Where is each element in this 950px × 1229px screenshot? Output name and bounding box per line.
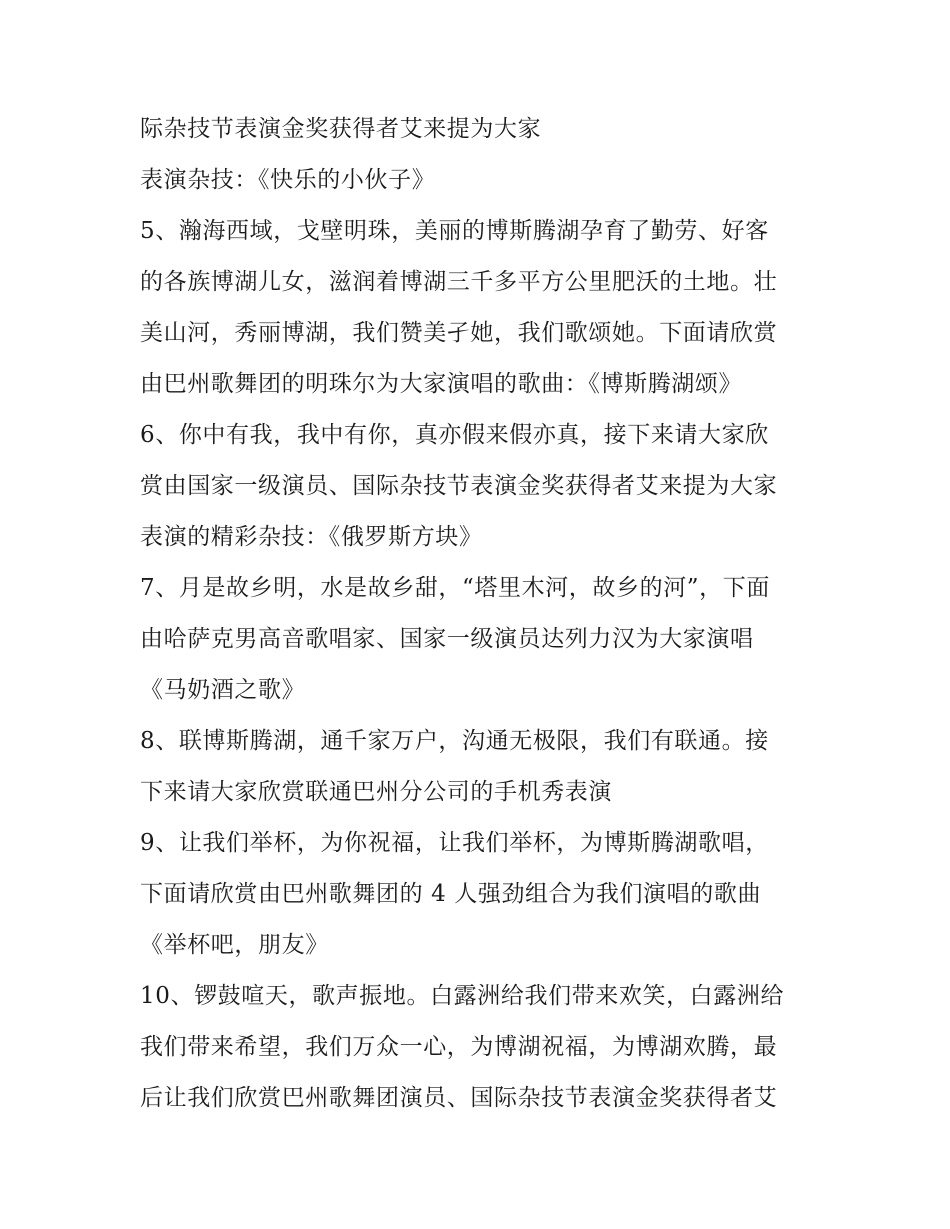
- text-line: 6、你中有我，我中有你，真亦假来假亦真，接下来请大家欣: [140, 422, 769, 448]
- text-line: 表演的精彩杂技：《俄罗斯方块》: [140, 524, 483, 550]
- text-line: 表演杂技：《快乐的小伙子》: [140, 167, 436, 193]
- text-line: 际杂技节表演金奖获得者艾来提为大家: [140, 116, 542, 142]
- text-line: 《举杯吧，朋友》: [140, 932, 329, 958]
- text-line: 下来请大家欣赏联通巴州分公司的手机秀表演: [140, 779, 612, 805]
- text-line: 由哈萨克男高音歌唱家、国家一级演员达列力汉为大家演唱: [140, 626, 754, 652]
- text-line: 9、让我们举杯，为你祝福，让我们举杯，为博斯腾湖歌唱，: [140, 830, 769, 856]
- text-line: 10、锣鼓喧天，歌声振地。白露洲给我们带来欢笑，白露洲给: [140, 983, 785, 1009]
- text-line: 《马奶酒之歌》: [140, 677, 306, 703]
- document-body: [140, 108, 830, 1128]
- text-line: 下面请欣赏由巴州歌舞团的 4 人强劲组合为我们演唱的歌曲: [140, 881, 762, 907]
- text-line: 5、瀚海西域，戈壁明珠，美丽的博斯腾湖孕育了勤劳、好客: [140, 218, 769, 244]
- text-line: 8、联博斯腾湖，通千家万户，沟通无极限，我们有联通。接: [140, 728, 769, 754]
- text-line: 我们带来希望，我们万众一心，为博湖祝福，为博湖欢腾，最: [140, 1034, 778, 1060]
- text-line: 7、月是故乡明，水是故乡甜，“塔里木河，故乡的河”，下面: [140, 575, 770, 601]
- text-line: 赏由国家一级演员、国际杂技节表演金奖获得者艾来提为大家: [140, 473, 778, 499]
- text-line: 后让我们欣赏巴州歌舞团演员、国际杂技节表演金奖获得者艾: [140, 1085, 778, 1111]
- text-line: 美山河，秀丽博湖，我们赞美孑她，我们歌颂她。下面请欣赏: [140, 320, 778, 346]
- text-line: 由巴州歌舞团的明珠尔为大家演唱的歌曲：《博斯腾湖颂》: [140, 371, 743, 397]
- text-line: 的各族博湖儿女，滋润着博湖三千多平方公里肥沃的土地。壮: [140, 269, 778, 295]
